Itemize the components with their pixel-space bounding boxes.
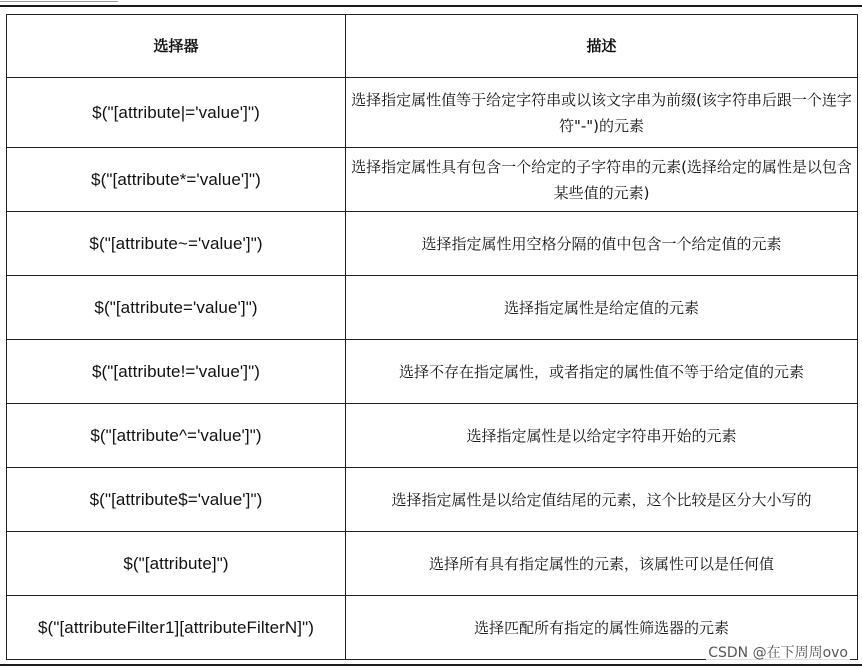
csdn-watermark: CSDN @在下周周ovo (706, 642, 850, 662)
top-divider-thin (0, 1, 118, 2)
description-cell: 选择指定属性是以给定值结尾的元素，这个比较是区分大小写的 (346, 468, 858, 532)
table-row (7, 404, 858, 468)
description-cell: 选择指定属性值等于给定字符串或以该文字串为前缀(该字符串后跟一个连字符"-")的元素 (346, 78, 858, 148)
selector-cell: $("[attribute^='value']") (7, 404, 346, 468)
table-row (7, 78, 858, 148)
selector-cell: $("[attribute*='value']") (7, 148, 346, 212)
selector-cell: $("[attribute]") (7, 532, 346, 596)
table-header-row (7, 15, 858, 78)
selector-cell: $("[attribute$='value']") (7, 468, 346, 532)
description-cell: 选择指定属性具有包含一个给定的子字符串的元素(选择给定的属性是以包含某些值的元素) (346, 148, 858, 212)
table-row (7, 276, 858, 340)
table-row (7, 340, 858, 404)
description-cell: 选择不存在指定属性，或者指定的属性值不等于给定值的元素 (346, 340, 858, 404)
top-divider (0, 5, 862, 7)
selector-cell: $("[attribute='value']") (7, 276, 346, 340)
description-cell: 选择指定属性是给定值的元素 (346, 276, 858, 340)
description-cell: 选择所有具有指定属性的元素，该属性可以是任何值 (346, 532, 858, 596)
bottom-divider (0, 664, 862, 666)
table-row (7, 148, 858, 212)
selector-cell: $("[attribute~='value']") (7, 212, 346, 276)
table-row (7, 212, 858, 276)
table-row (7, 532, 858, 596)
description-cell: 选择匹配所有指定的属性筛选器的元素 (346, 596, 858, 660)
header-description: 描述 (346, 15, 858, 78)
description-cell: 选择指定属性用空格分隔的值中包含一个给定值的元素 (346, 212, 858, 276)
description-cell: 选择指定属性是以给定字符串开始的元素 (346, 404, 858, 468)
attribute-selector-table (6, 14, 858, 660)
selector-cell: $("[attribute|='value']") (7, 78, 346, 148)
header-selector: 选择器 (7, 15, 346, 78)
selector-cell: $("[attribute!='value']") (7, 340, 346, 404)
table-row (7, 468, 858, 532)
selector-cell: $("[attributeFilter1][attributeFilterN]") (7, 596, 346, 660)
